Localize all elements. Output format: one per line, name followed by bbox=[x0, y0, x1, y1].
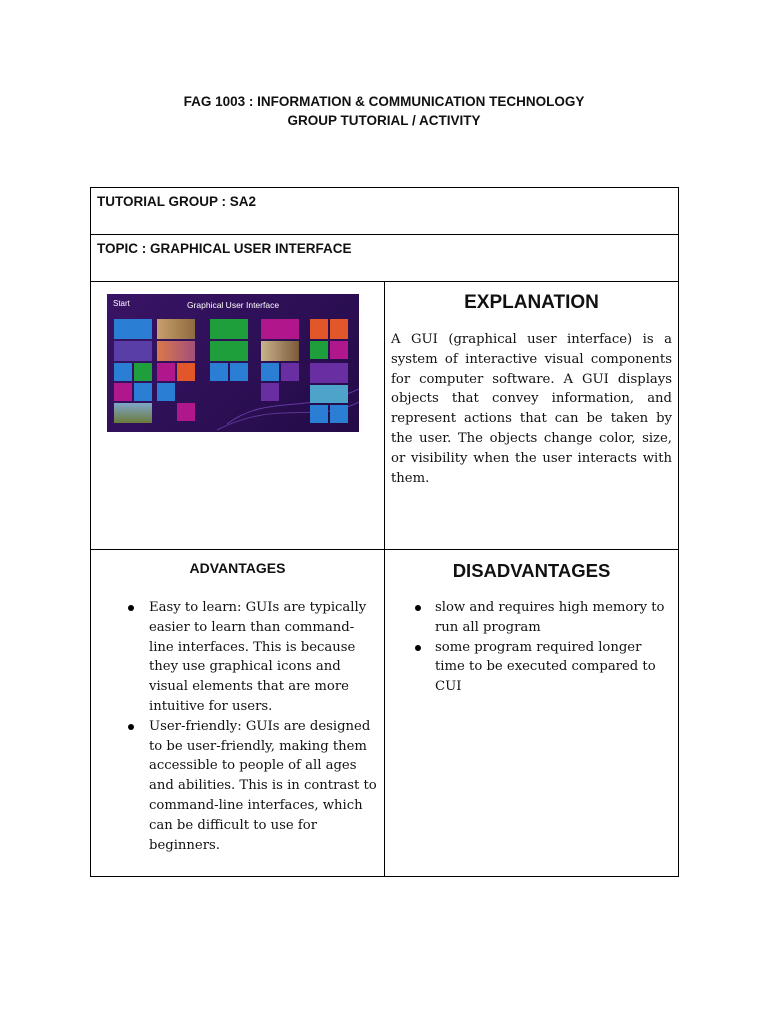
explanation-cell bbox=[385, 282, 679, 550]
topic-row bbox=[91, 235, 679, 282]
pros-cons-row bbox=[91, 550, 679, 877]
video-tile bbox=[157, 363, 175, 381]
app-tile-k bbox=[330, 405, 348, 423]
ie-tile bbox=[114, 363, 132, 381]
app-tile-h bbox=[330, 319, 348, 339]
disadvantage-text: some program required longer time to be executed compared to CUI bbox=[435, 639, 656, 695]
app-tile-j bbox=[310, 405, 328, 423]
landscape-tile bbox=[114, 403, 152, 423]
app-tile-e bbox=[261, 363, 279, 381]
advantages-cell bbox=[91, 550, 385, 877]
screenshot-cell bbox=[91, 282, 385, 550]
disadvantages-list bbox=[391, 598, 672, 697]
store-tile bbox=[134, 363, 152, 381]
photo-collage-tile bbox=[157, 319, 195, 339]
app-tile-a bbox=[157, 383, 175, 401]
calendar-tile bbox=[114, 341, 152, 361]
travel-tile bbox=[310, 363, 348, 383]
tutorial-group-row bbox=[91, 188, 679, 235]
people-tile bbox=[157, 341, 195, 361]
photos-tile bbox=[114, 383, 132, 401]
explanation-text: A GUI (graphical user interface) is a system of interactive visual components for computer software. A GUI displays objects that convey information, and represent actions that can be taken by the user. The objects change color, size, or visibility when the user interacts with them. bbox=[391, 332, 672, 486]
explanation-title: EXPLANATION bbox=[464, 292, 599, 313]
page-header bbox=[0, 92, 768, 130]
advantages-list-item bbox=[97, 598, 378, 717]
chrome-tile bbox=[261, 383, 279, 401]
mail-tile bbox=[114, 319, 152, 339]
app-tile-d bbox=[230, 363, 248, 381]
disadvantage-text: slow and requires high memory to run all program bbox=[435, 600, 665, 635]
activity-title: GROUP TUTORIAL / ACTIVITY bbox=[287, 113, 481, 128]
weather-tile bbox=[210, 341, 248, 361]
content-row bbox=[91, 282, 679, 550]
music-tile bbox=[177, 363, 195, 381]
disadvantages-title: DISADVANTAGES bbox=[452, 560, 611, 581]
disadvantages-list-item bbox=[391, 638, 672, 697]
advantage-text: User-friendly: GUIs are designed to be user-friendly, making them accessible to people of all ages and abilities. This is in contrast to command-line interfaces, which can be difficult to use for beginners. bbox=[149, 718, 377, 853]
advantages-title: ADVANTAGES bbox=[189, 560, 286, 576]
camera-tile bbox=[330, 341, 348, 359]
advantages-list-item bbox=[97, 717, 378, 856]
messaging-tile bbox=[261, 319, 299, 339]
bullet-icon bbox=[415, 645, 421, 651]
start-label: Start bbox=[113, 299, 130, 308]
news-tile bbox=[261, 341, 299, 361]
app-tile-c bbox=[210, 363, 228, 381]
disadvantages-list-item bbox=[391, 598, 672, 638]
tutorial-table bbox=[90, 187, 679, 877]
finance-tile bbox=[210, 319, 248, 339]
app-tile-g bbox=[310, 319, 328, 339]
advantage-text: Easy to learn: GUIs are typically easier to learn than command-line interfaces. This is because they use graphical icons and visual elements that are more intuitive for users. bbox=[149, 600, 367, 714]
bullet-icon bbox=[128, 605, 134, 611]
games-tile bbox=[310, 341, 328, 359]
gui-screenshot-image bbox=[107, 294, 359, 432]
course-title: FAG 1003 : INFORMATION & COMMUNICATION TECHNOLOGY bbox=[183, 94, 585, 109]
screenshot-title: Graphical User Interface bbox=[186, 300, 280, 310]
tutorial-group-label: TUTORIAL GROUP : SA2 bbox=[91, 188, 679, 235]
skydrive-tile bbox=[134, 383, 152, 401]
app-tile-i bbox=[310, 385, 348, 403]
app-tile-f bbox=[281, 363, 299, 381]
bullet-icon bbox=[128, 724, 134, 730]
bullet-icon bbox=[415, 605, 421, 611]
app-tile-b bbox=[177, 403, 195, 421]
topic-label: TOPIC : GRAPHICAL USER INTERFACE bbox=[91, 235, 679, 282]
disadvantages-cell bbox=[385, 550, 679, 877]
advantages-list bbox=[97, 598, 378, 855]
